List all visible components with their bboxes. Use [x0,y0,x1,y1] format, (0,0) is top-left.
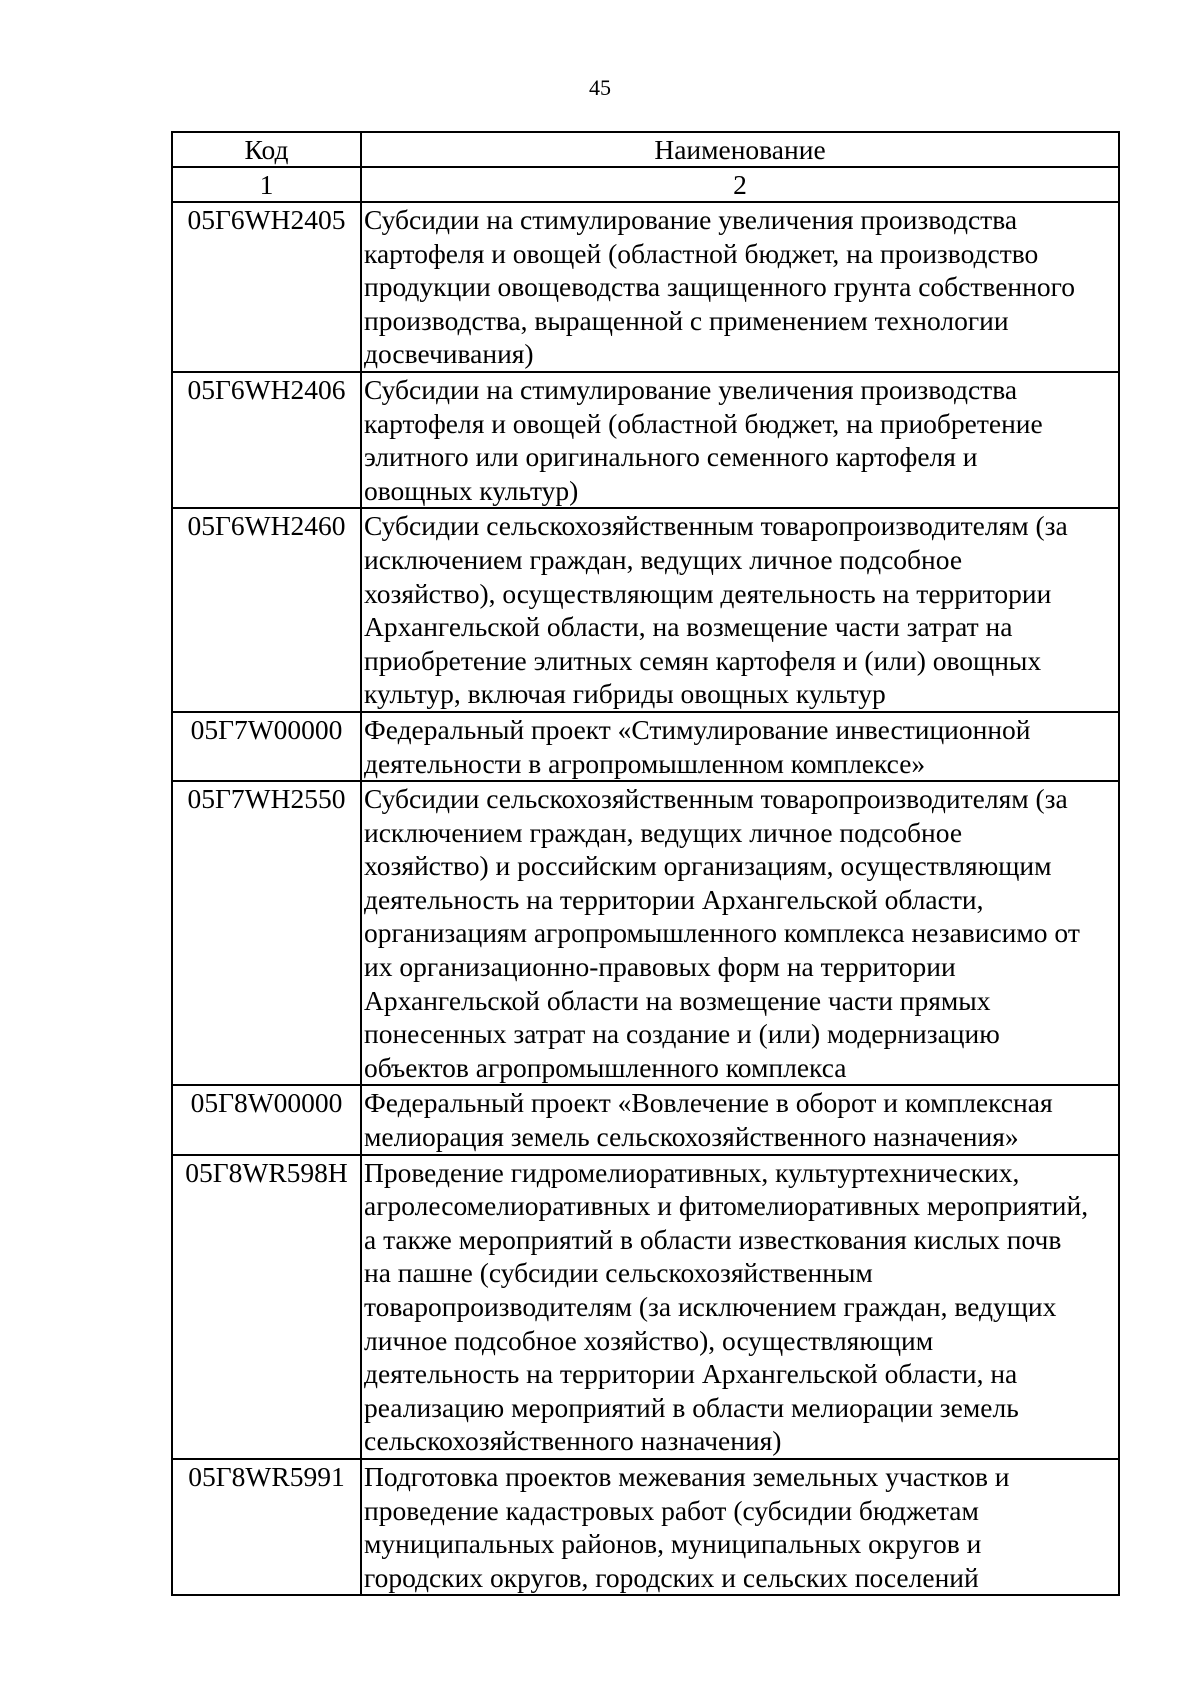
table-row [172,372,1119,508]
row-name-line: сельскохозяйственного назначения) [364,1425,782,1457]
budget-code-table [171,131,1120,1596]
row-name-line: Архангельской области на возмещение части прямых [364,984,991,1016]
row-name-line: а также мероприятий в области известкования кислых почв [364,1223,1062,1255]
row-name-line: деятельность на территории Архангельской области, на [364,1358,1018,1390]
row-code: 05Г8WR598Н [172,1155,361,1459]
row-name-line: Архангельской области, на возмещение части затрат на [364,611,1013,643]
row-name-line: агролесомелиоративных и фитомелиоративных мероприятий, [364,1190,1089,1222]
row-name-line: Субсидии на стимулирование увеличения производства [364,373,1018,405]
table-row [172,1459,1119,1595]
table-row [172,508,1119,712]
row-name [361,1085,1119,1154]
row-name-line: исключением граждан, ведущих личное подсобное [364,543,963,575]
row-code: 05Г6WН2405 [172,202,361,372]
row-name-line: деятельности в агропромышленном комплексе» [364,747,926,779]
row-name [361,712,1119,781]
row-name-line: объектов агропромышленного комплекса [364,1051,847,1083]
row-name-line: элитного или оригинального семенного картофеля и [364,441,978,473]
table-header-row [172,132,1119,167]
row-code: 05Г7WН2550 [172,781,361,1085]
row-name-line: Федеральный проект «Вовлечение в оборот и комплексная [364,1087,1053,1119]
row-name-line: мелиорация земель сельскохозяйственного назначения» [364,1121,1019,1153]
row-name-line: деятельность на территории Архангельской области, [364,883,984,915]
row-name-line: картофеля и овощей (областной бюджет, на приобретение [364,407,1043,439]
row-name-line: Субсидии сельскохозяйственным товаропроизводителям (за [364,510,1068,542]
row-name-line: Федеральный проект «Стимулирование инвестиционной [364,713,1031,745]
row-code: 05Г7W00000 [172,712,361,781]
row-name-line: на пашне (субсидии сельскохозяйственным [364,1257,873,1289]
row-name-line: их организационно-правовых форм на территории [364,951,956,983]
row-name-line: Проведение гидромелиоративных, культуртехнических, [364,1156,1020,1188]
row-name-line: картофеля и овощей (областной бюджет, на производство [364,237,1039,269]
header-code: Код [172,132,361,167]
row-name-line: личное подсобное хозяйство), осуществляющим [364,1324,934,1356]
table-row [172,1155,1119,1459]
row-name [361,1155,1119,1459]
row-name-line: товаропроизводителям (за исключением граждан, ведущих [364,1291,1057,1322]
row-name [361,508,1119,712]
row-name-line: проведение кадастровых работ (субсидии бюджетам [364,1494,979,1526]
row-name [361,372,1119,508]
column-number-row [172,167,1119,202]
row-name-line: досвечивания) [364,338,534,370]
row-name [361,1459,1119,1595]
header-name: Наименование [361,132,1119,167]
row-name-line: продукции овощеводства защищенного грунта собственного [364,271,1075,303]
row-name-line: Подготовка проектов межевания земельных участков и [364,1460,1010,1492]
row-name-line: Субсидии на стимулирование увеличения производства [364,204,1018,235]
row-name-line: реализацию мероприятий в области мелиорации земель [364,1391,1019,1423]
row-name-line: Субсидии сельскохозяйственным товаропроизводителям (за [364,783,1068,815]
row-name [361,202,1119,372]
table-row [172,1085,1119,1154]
row-code: 05Г6WН2460 [172,508,361,712]
row-name-line: организациям агропромышленного комплекса независимо от [364,917,1080,949]
row-name-line: приобретение элитных семян картофеля и (или) овощных [364,644,1042,676]
row-name-line: исключением граждан, ведущих личное подсобное [364,816,963,848]
row-name-line: культур, включая гибриды овощных культур [364,678,886,710]
column-number-code: 1 [172,167,361,202]
row-code: 05Г8WR5991 [172,1459,361,1595]
row-name-line: овощных культур) [364,474,579,506]
row-name-line: муниципальных районов, муниципальных округов и [364,1528,982,1560]
row-code: 05Г6WН2406 [172,372,361,508]
row-name [361,781,1119,1085]
row-name-line: хозяйство), осуществляющим деятельность на территории [364,577,1052,609]
page-number: 45 [589,75,611,100]
row-name-line: хозяйство) и российским организациям, осуществляющим [364,850,1052,882]
table-row [172,712,1119,781]
row-name-line: производства, выращенной с применением технологии [364,304,1009,336]
row-name-line: понесенных затрат на создание и (или) модернизацию [364,1018,1000,1050]
row-name-line: городских округов, городских и сельских поселений [364,1561,979,1593]
column-number-name: 2 [361,167,1119,202]
table-row [172,781,1119,1085]
row-code: 05Г8W00000 [172,1085,361,1154]
table-row [172,202,1119,372]
